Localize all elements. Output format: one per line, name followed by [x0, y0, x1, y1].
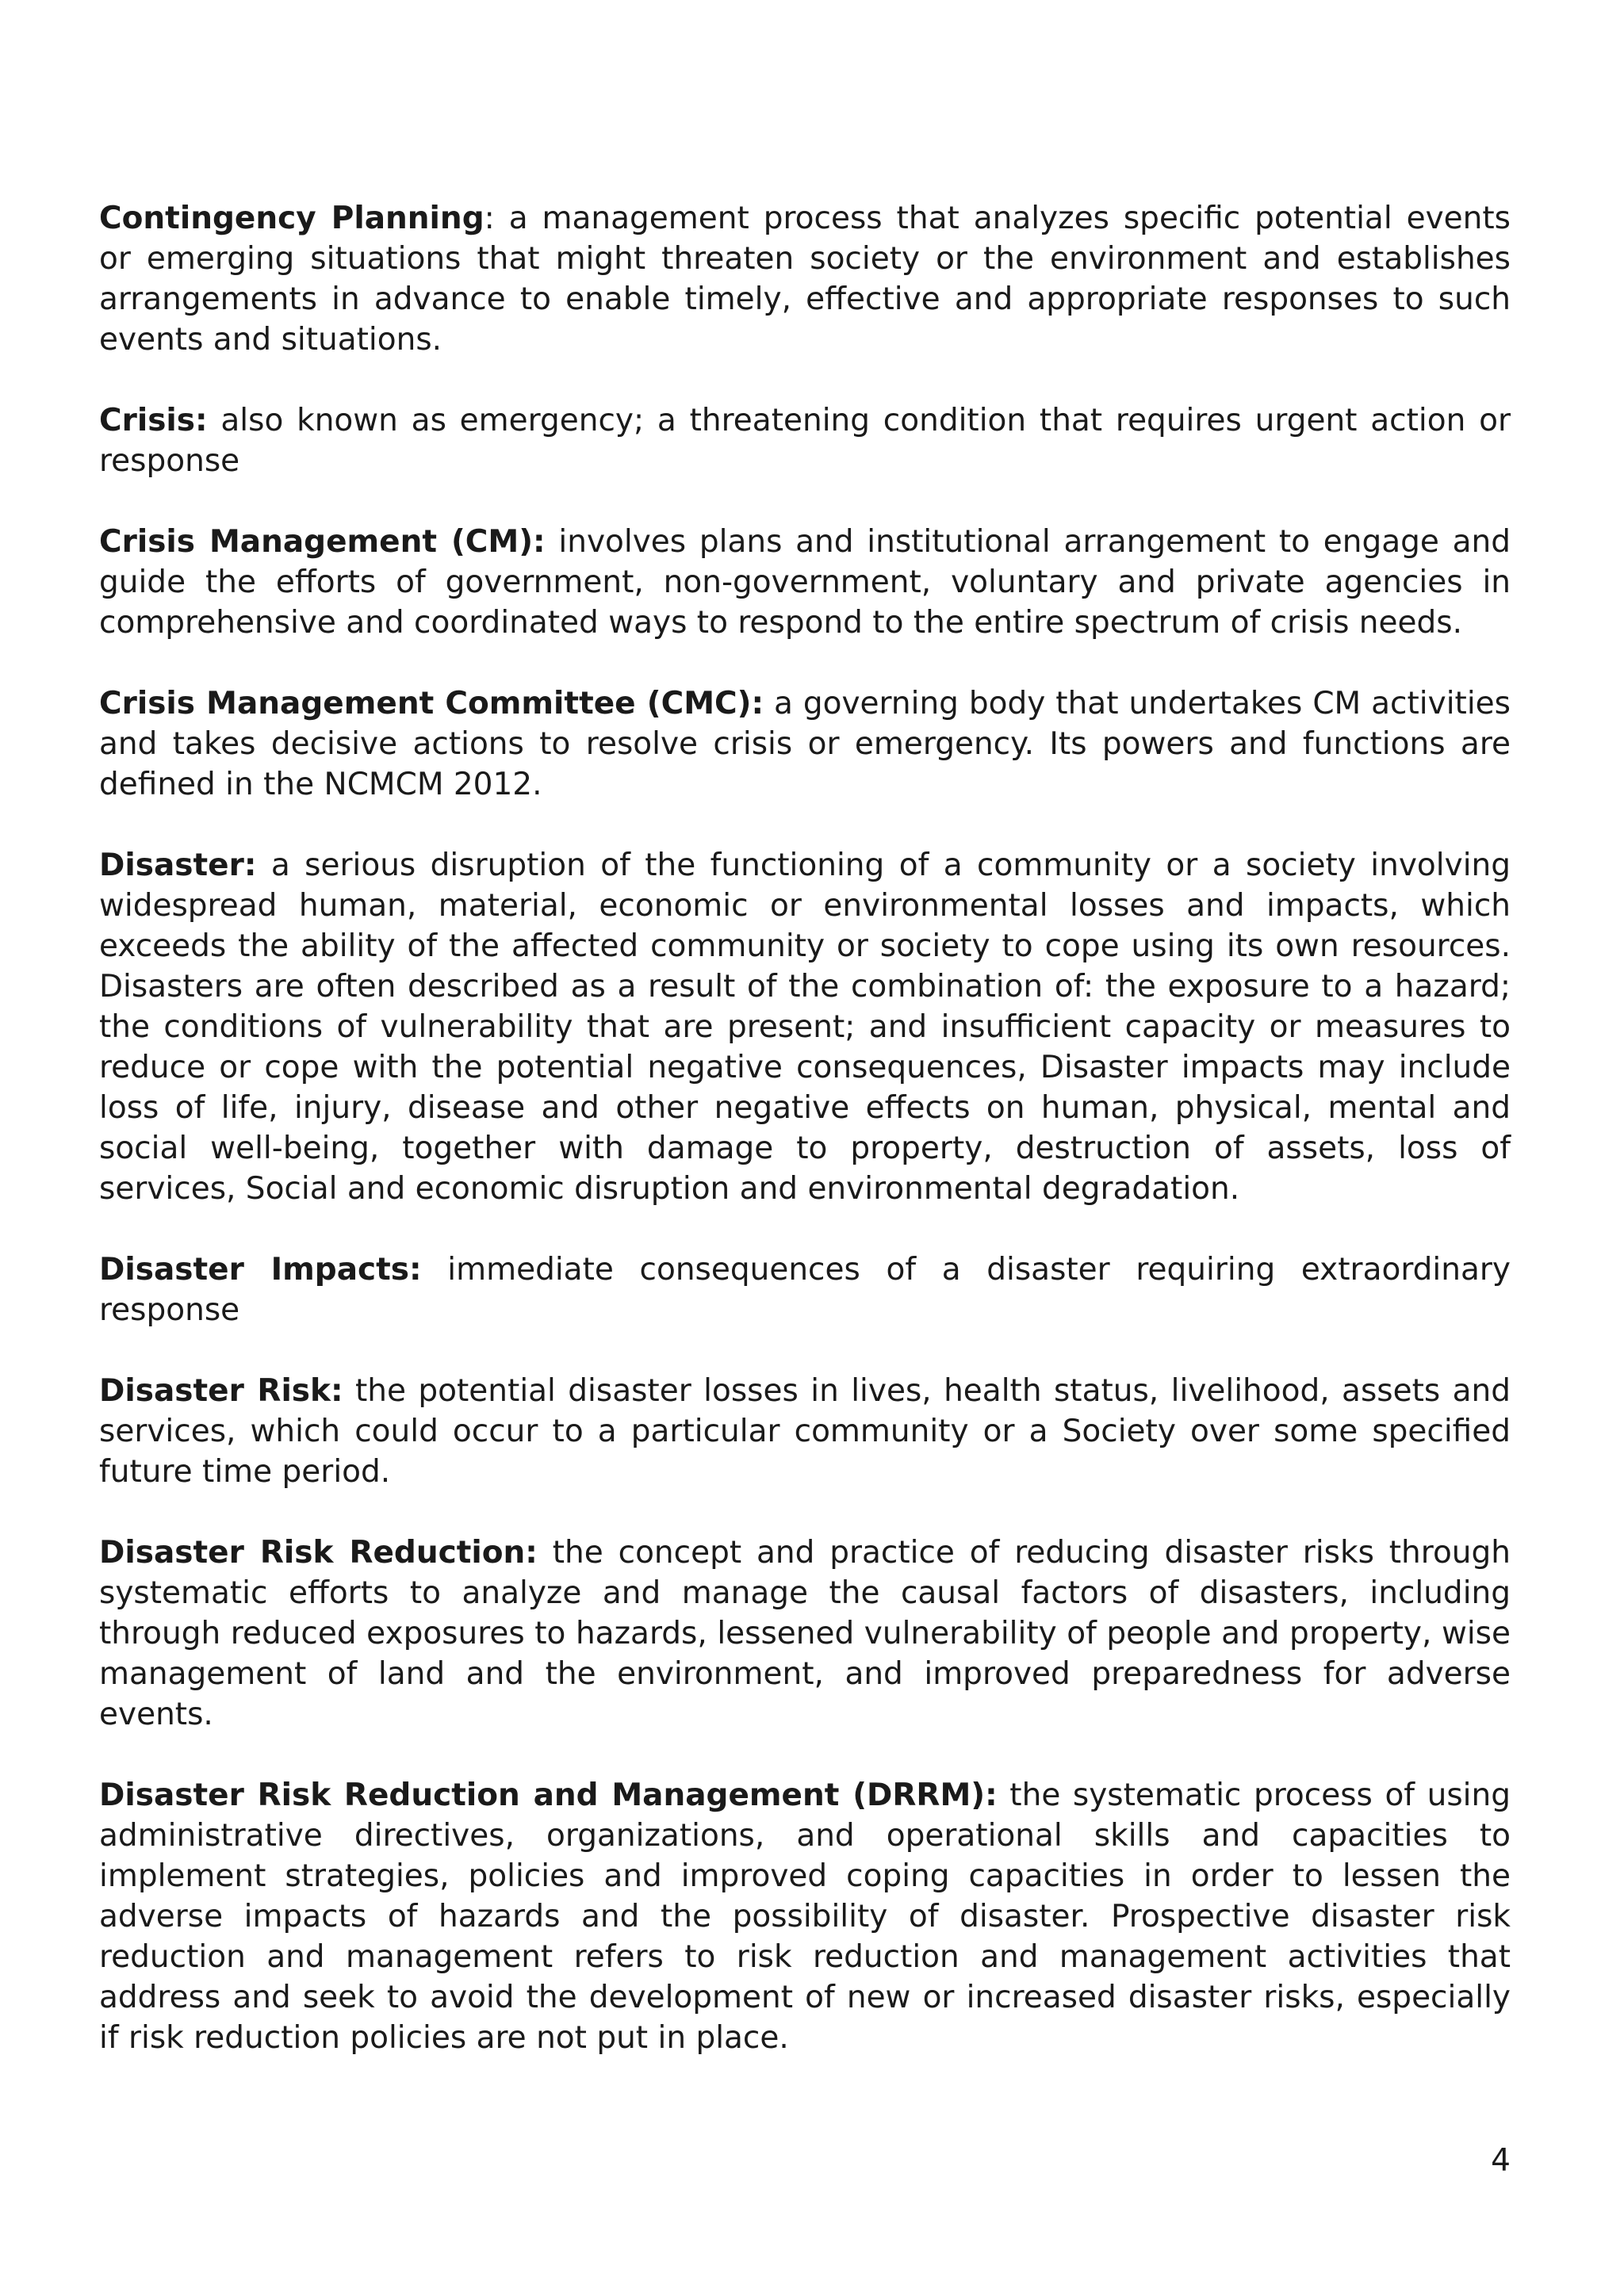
definition-crisis-management-committee: [99, 683, 1511, 805]
definition-term: Crisis Management (CM):: [99, 524, 546, 560]
definition-disaster: [99, 845, 1511, 1209]
definition-disaster-risk: [99, 1371, 1511, 1492]
definition-text: : a management process that analyzes specific potential events or emerging situations that might threaten society or the environment and establishes arrangements in advance to enable timely, effective and appropriate responses to such events and situations.: [99, 201, 1511, 358]
page-number: 4: [1491, 2143, 1511, 2179]
definition-drrm: [99, 1775, 1511, 2058]
definition-text: the potential disaster losses in lives, health status, livelihood, assets and services, which could occur to a particular community or a Society over some specified future time period.: [99, 1373, 1511, 1490]
definition-text: immediate consequences of a disaster requiring extraordinary response: [99, 1252, 1511, 1328]
definition-term: Disaster Risk Reduction and Management (DRRM):: [99, 1777, 998, 1813]
definition-term: Disaster Risk:: [99, 1373, 343, 1409]
definition-term: Disaster Risk Reduction:: [99, 1535, 538, 1571]
definition-term: Crisis:: [99, 403, 208, 438]
definition-term: Disaster Impacts:: [99, 1252, 422, 1288]
definition-crisis: [99, 400, 1511, 481]
definition-text: involves plans and institutional arrangement to engage and guide the efforts of government, non-government, voluntary and private agencies in comprehensive and coordinated ways to respond to the entire spectrum of crisis needs.: [99, 524, 1511, 641]
definition-term: Contingency Planning: [99, 201, 485, 236]
definition-term: Crisis Management Committee (CMC):: [99, 686, 764, 721]
definition-disaster-impacts: [99, 1249, 1511, 1330]
definition-contingency-planning: [99, 198, 1511, 360]
definition-text: the concept and practice of reducing disaster risks through systematic efforts to analyze and manage the causal factors of disasters, including through reduced exposures to hazards, lessened vulnerability of people and property, wise management of land and the environment, and improved preparedness for adverse events.: [99, 1535, 1511, 1732]
definition-text: a governing body that undertakes CM activities and takes decisive actions to resolve crisis or emergency. Its powers and functions are defined in the NCMCM 2012.: [99, 686, 1511, 802]
definition-term: Disaster:: [99, 848, 257, 883]
definition-text: the systematic process of using administrative directives, organizations, and operational skills and capacities to implement strategies, policies and improved coping capacities in order to lessen the adverse impacts of hazards and the possibility of disaster. Prospective disaster risk reduction and management refers to risk reduction and management activities that address and seek to avoid the development of new or increased disaster risks, especially if risk reduction policies are not put in place.: [99, 1777, 1511, 2056]
page-content: [99, 198, 1511, 2099]
definition-crisis-management: [99, 522, 1511, 643]
definition-disaster-risk-reduction: [99, 1533, 1511, 1735]
definition-text: also known as emergency; a threatening condition that requires urgent action or response: [99, 403, 1511, 479]
definition-text: a serious disruption of the functioning of a community or a society involving widespread human, material, economic or environmental losses and impacts, which exceeds the ability of the affected community or society to cope using its own resources. Disasters are often described as a result of the combination of: the exposure to a hazard; the conditions of vulnerability that are present; and insufficient capacity or measures to reduce or cope with the potential negative consequences, Disaster impacts may include loss of life, injury, disease and other negative effects on human, physical, mental and social well-being, together with damage to property, destruction of assets, loss of services, Social and economic disruption and environmental degradation.: [99, 848, 1511, 1207]
